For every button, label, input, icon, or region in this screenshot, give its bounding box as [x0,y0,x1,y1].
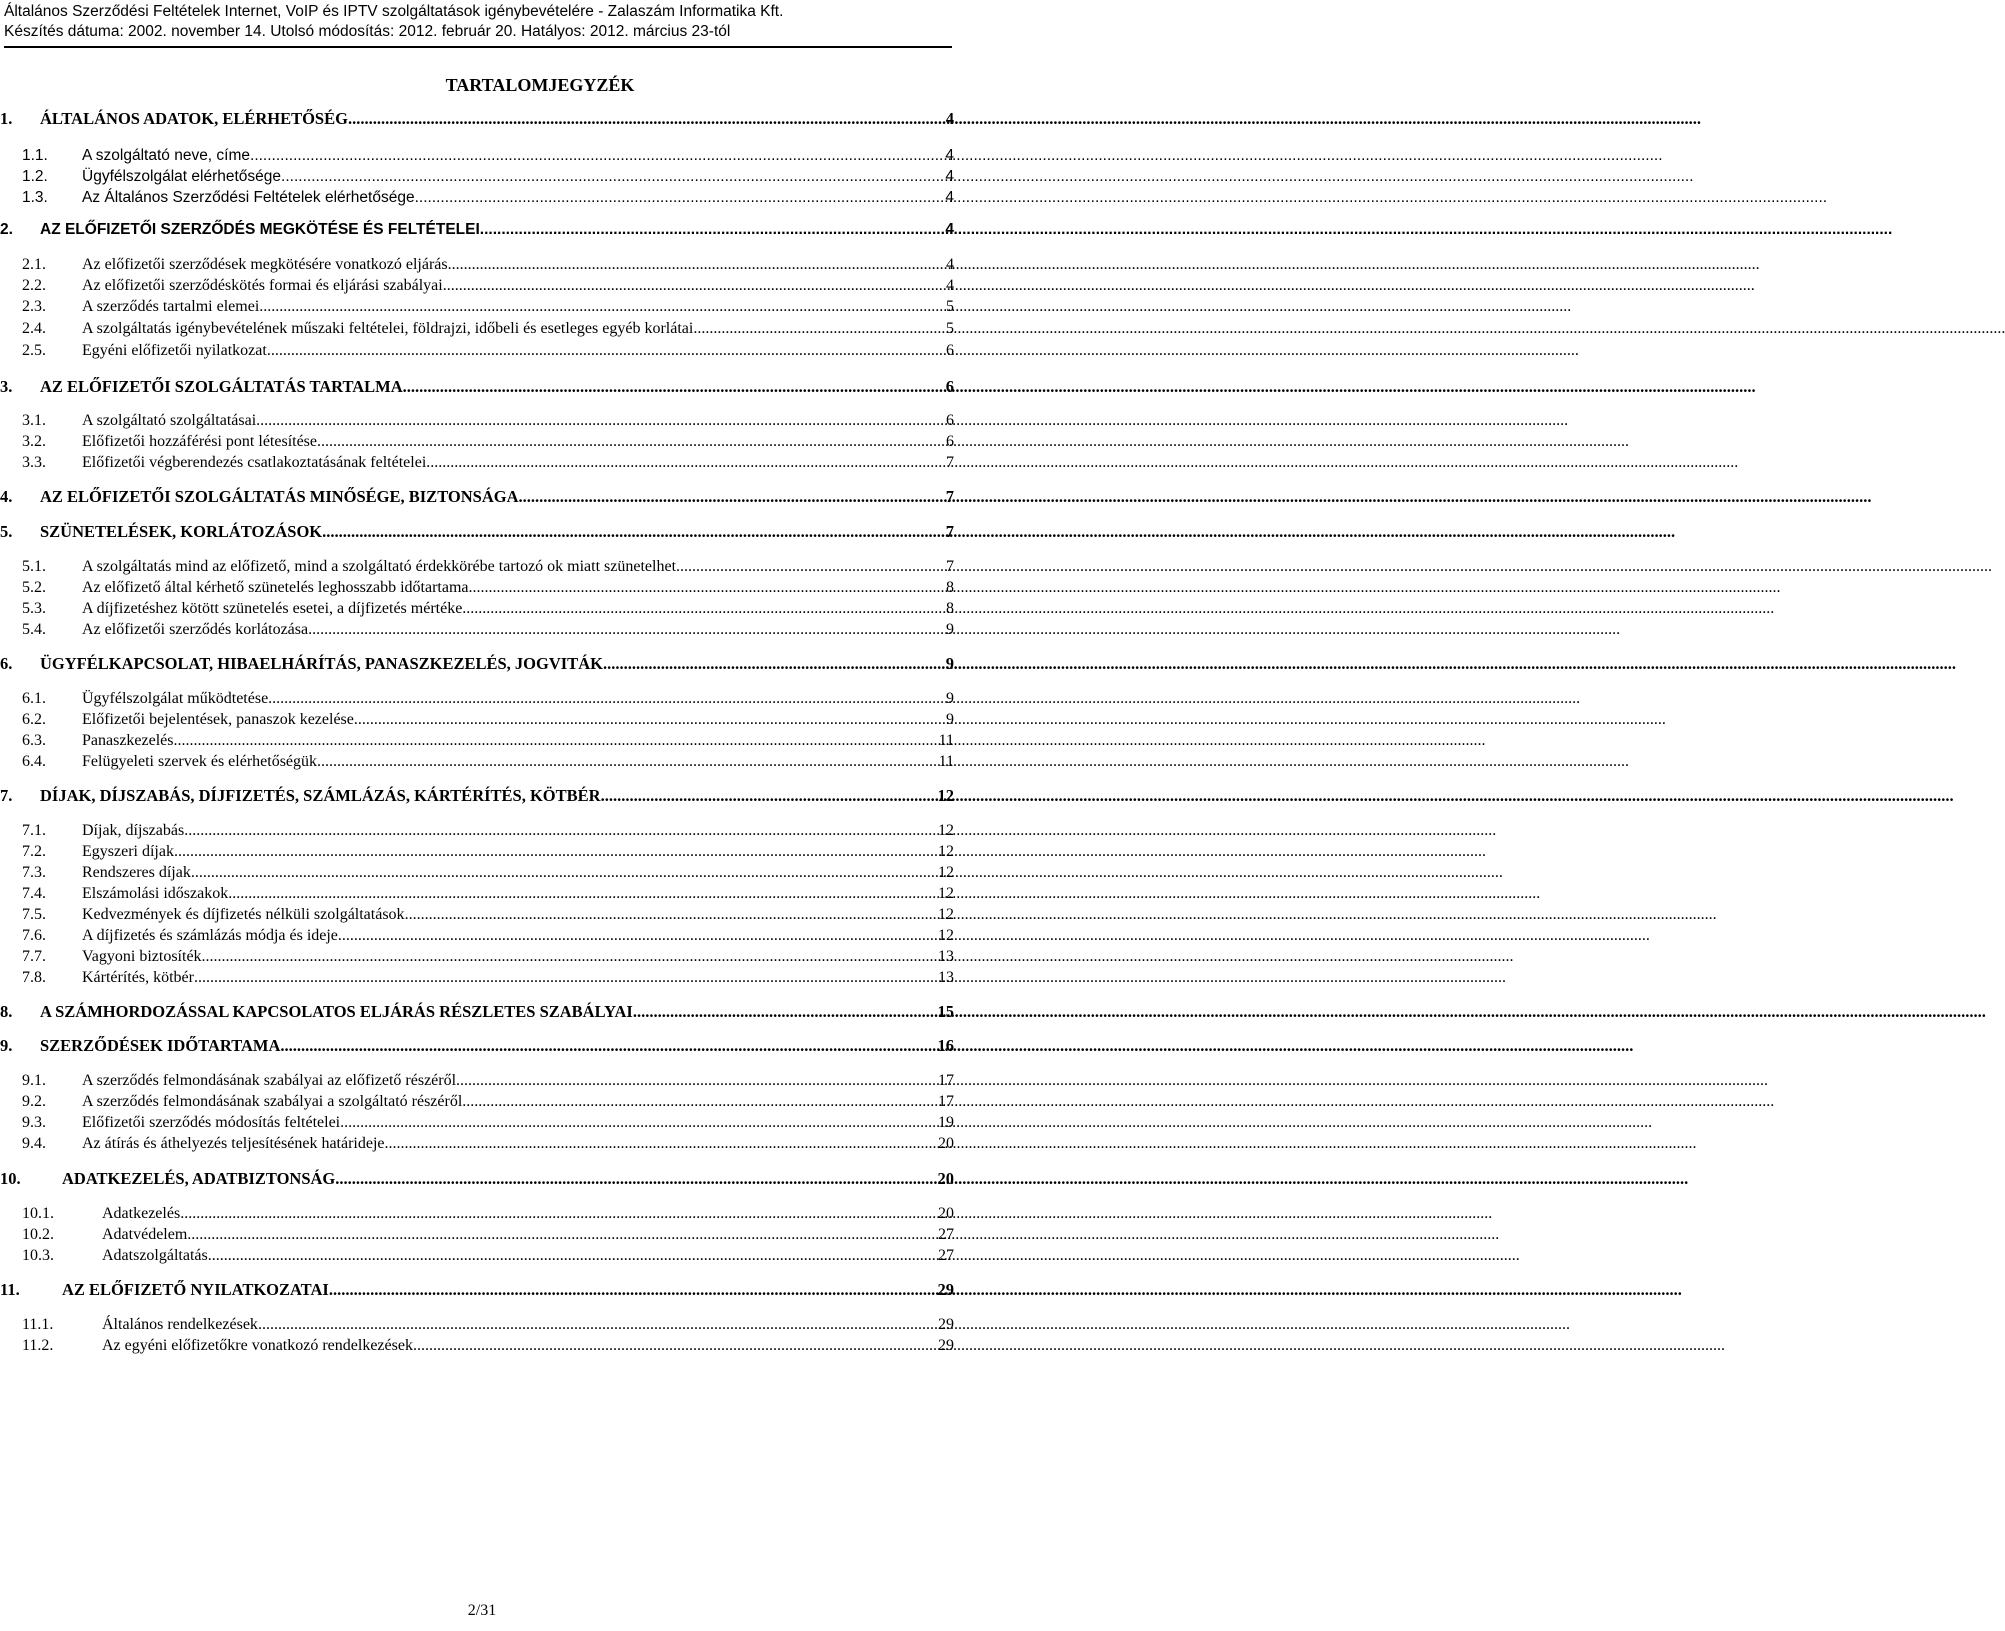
toc-entry-title: Rendszeres díjak [82,864,191,881]
toc-dot-leader [462,598,944,620]
toc-section-entry[interactable] [22,296,954,318]
toc-section-entry[interactable] [22,1133,954,1155]
toc-section-entry[interactable] [22,1203,954,1225]
toc-entry-title: AZ ELŐFIZETŐI SZOLGÁLTATÁS MINŐSÉGE, BIZTONSÁGA [40,487,519,506]
toc-entry-page: 20 [938,1135,954,1152]
toc-entry-page: 9 [946,711,954,728]
toc-entry-number: 1.2. [22,168,48,185]
toc-entry-page: 4 [946,256,954,273]
toc-entry-title: ADATKEZELÉS, ADATBIZTONSÁG [62,1169,336,1188]
toc-dot-leader [354,709,944,731]
toc-entry-title: A szerződés felmondásának szabályai a szolgáltató részéről [82,1093,463,1110]
toc-entry-number: 11. [0,1280,20,1299]
toc-entry-page: 12 [937,786,954,805]
toc-entry-title: ÁLTALÁNOS ADATOK, ELÉRHETŐSÉG [40,109,348,128]
toc-section-entry[interactable] [22,166,954,188]
toc-entry-title: A szerződés tartalmi elemei [82,298,260,315]
toc-chapter-entry[interactable] [0,1279,954,1301]
toc-section-entry[interactable] [22,340,954,362]
toc-entry-number: 8. [0,1002,13,1021]
toc-dot-leader [329,1279,936,1301]
toc-section-entry[interactable] [22,1070,954,1092]
toc-section-entry[interactable] [22,709,954,731]
toc-section-entry[interactable] [22,820,954,842]
toc-section-entry[interactable] [22,1091,954,1113]
toc-entry-page: 9 [945,654,954,673]
toc-section-entry[interactable] [22,1112,954,1134]
toc-entry-number: 5. [0,522,13,541]
toc-entry-title: Panaszkezelés [82,732,174,749]
toc-entry-page: 9 [946,690,954,707]
toc-dot-leader [194,967,936,989]
toc-entry-number: 7.6. [22,927,46,944]
toc-section-entry[interactable] [22,1314,954,1336]
header-dates-line: Készítés dátuma: 2002. november 14. Utolsó módosítás: 2012. február 20. Hatályos: 2012. március 23-tól [4,23,731,40]
toc-entry-title: ÜGYFÉLKAPCSOLAT, HIBAELHÁRÍTÁS, PANASZKEZELÉS, JOGVITÁK [40,654,603,673]
toc-entry-number: 1. [0,109,13,128]
toc-dot-leader [280,1035,935,1057]
toc-entry-page: 4 [945,189,954,206]
toc-section-entry[interactable] [22,967,954,989]
toc-entry-number: 7.8. [22,969,46,986]
toc-dot-leader [208,1245,936,1267]
toc-dot-leader [202,946,936,968]
toc-dot-leader [693,318,944,340]
toc-entry-title: Egyszeri díjak [82,843,174,860]
toc-section-entry[interactable] [22,1245,954,1267]
toc-entry-title: Egyéni előfizetői nyilatkozat [82,342,267,359]
toc-section-entry[interactable] [22,275,954,297]
toc-entry-number: 10.2. [22,1226,54,1243]
toc-entry-number: 2.4. [22,320,46,337]
toc-section-entry[interactable] [22,598,954,620]
toc-entry-number: 9.2. [22,1093,46,1110]
toc-entry-title: A szolgáltató szolgáltatásai [82,412,257,429]
toc-entry-title: Előfizetői bejelentések, panaszok kezelése [82,711,354,728]
toc-entry-number: 7.4. [22,885,46,902]
toc-entry-page: 7 [945,487,954,506]
toc-dot-leader [338,925,936,947]
toc-entry-page: 13 [938,969,954,986]
toc-entry-number: 7.7. [22,948,46,965]
toc-entry-page: 4 [945,168,954,185]
toc-section-entry[interactable] [22,751,954,773]
toc-section-entry[interactable] [22,925,954,947]
toc-entry-number: 7.1. [22,822,46,839]
toc-entry-title: Az átírás és áthelyezés teljesítésének határideje [82,1135,385,1152]
toc-dot-leader [413,1335,936,1357]
toc-entry-number: 6.2. [22,711,46,728]
toc-dot-leader [259,296,944,318]
toc-entry-number: 9.3. [22,1114,46,1131]
toc-entry-page: 6 [946,433,954,450]
toc-entry-number: 7.5. [22,906,46,923]
toc-dot-leader [415,187,944,209]
toc-entry-title: A SZÁMHORDOZÁSSAL KAPCSOLATOS ELJÁRÁS RÉSZLETES SZABÁLYAI [40,1002,633,1021]
toc-entry-page: 6 [945,377,954,396]
toc-entry-title: A díjfizetés és számlázás módja és ideje [82,927,338,944]
toc-entry-number: 5.2. [22,579,46,596]
toc-entry-number: 4. [0,487,13,506]
toc-dot-leader [448,254,944,276]
toc-dot-leader [267,340,944,362]
toc-entry-page: 9 [946,621,954,638]
toc-entry-page: 12 [938,906,954,923]
toc-entry-title: Kártérítés, kötbér [82,969,194,986]
toc-chapter-entry[interactable] [0,1035,954,1057]
toc-chapter-entry[interactable] [0,219,954,241]
toc-chapter-entry[interactable] [0,486,954,508]
toc-entry-number: 6.1. [22,690,46,707]
toc-section-entry[interactable] [22,145,954,167]
toc-section-entry[interactable] [22,254,954,276]
toc-dot-leader [480,219,944,241]
toc-entry-number: 9.4. [22,1135,46,1152]
toc-entry-page: 12 [938,927,954,944]
toc-dot-leader [317,431,944,453]
toc-entry-title: Adatszolgáltatás [102,1247,208,1264]
toc-entry-page: 12 [938,843,954,860]
toc-entry-page: 29 [938,1337,954,1354]
toc-entry-title: A szerződés felmondásának szabályai az előfizető részéről [82,1072,457,1089]
toc-entry-page: 27 [938,1247,954,1264]
toc-entry-title: Az előfizetői szerződéskötés formai és eljárási szabályai [82,277,443,294]
toc-entry-number: 2.3. [22,298,46,315]
toc-entry-number: 2.5. [22,342,46,359]
table-of-contents [0,0,960,1631]
toc-entry-page: 12 [938,864,954,881]
toc-entry-page: 7 [946,454,954,471]
toc-entry-page: 6 [946,342,954,359]
toc-entry-title: Ügyfélszolgálat elérhetősége [82,168,282,185]
toc-dot-leader [426,452,944,474]
toc-entry-title: A szolgáltató neve, címe [82,147,251,164]
toc-chapter-entry[interactable] [0,521,954,543]
toc-entry-page: 17 [938,1072,954,1089]
toc-entry-title: Az előfizető által kérhető szünetelés leghosszabb időtartama [82,579,469,596]
toc-entry-number: 2. [0,221,13,238]
toc-dot-leader [250,145,943,167]
toc-section-entry[interactable] [22,688,954,710]
toc-dot-leader [348,108,944,130]
toc-section-entry[interactable] [22,431,954,453]
toc-dot-leader [184,820,936,842]
toc-section-entry[interactable] [22,862,954,884]
toc-entry-title: AZ ELŐFIZETŐI SZERZŐDÉS MEGKÖTÉSE ÉS FELTÉTELEI [40,221,480,238]
toc-entry-page: 4 [945,147,954,164]
toc-entry-number: 6.4. [22,753,46,770]
toc-entry-title: Ügyfélszolgálat működtetése [82,690,269,707]
toc-entry-title: Díjak, díjszabás [82,822,185,839]
toc-entry-number: 5.1. [22,558,46,575]
toc-entry-number: 5.3. [22,600,46,617]
toc-entry-title: Általános rendelkezések [102,1316,258,1333]
toc-entry-page: 8 [946,579,954,596]
toc-entry-title: Előfizetői hozzáférési pont létesítése [82,433,318,450]
toc-entry-number: 9. [0,1036,13,1055]
toc-section-entry[interactable] [22,410,954,432]
toc-entry-page: 8 [946,600,954,617]
toc-entry-number: 10. [0,1169,21,1188]
toc-dot-leader [403,376,944,398]
toc-section-entry[interactable] [22,883,954,905]
toc-entry-title: Kedvezmények és díjfizetés nélküli szolgáltatások [82,906,405,923]
toc-entry-page: 7 [945,522,954,541]
toc-entry-title: Adatvédelem [102,1226,188,1243]
toc-entry-number: 6.3. [22,732,46,749]
toc-section-entry[interactable] [22,556,954,578]
toc-entry-number: 3.1. [22,412,46,429]
toc-entry-page: 7 [946,558,954,575]
toc-entry-page: 4 [946,277,954,294]
toc-section-entry[interactable] [22,577,954,599]
toc-entry-page: 19 [938,1114,954,1131]
toc-entry-title: Előfizetői szerződés módosítás feltételei [82,1114,341,1131]
toc-dot-leader [443,275,944,297]
toc-entry-number: 6. [0,654,13,673]
toc-section-entry[interactable] [22,904,954,926]
toc-dot-leader [191,862,936,884]
toc-entry-page: 13 [938,948,954,965]
toc-dot-leader [256,410,944,432]
toc-entry-title: Adatkezelés [102,1205,181,1222]
toc-entry-title: Elszámolási időszakok [82,885,229,902]
toc-chapter-entry[interactable] [0,108,954,130]
toc-entry-number: 3.3. [22,454,46,471]
toc-entry-page: 16 [937,1036,954,1055]
toc-entry-page: 20 [938,1205,954,1222]
toc-entry-number: 10.1. [22,1205,54,1222]
toc-entry-number: 1.1. [22,147,48,164]
toc-dot-leader [268,688,944,710]
toc-entry-number: 11.2. [22,1337,54,1354]
toc-section-entry[interactable] [22,946,954,968]
toc-dot-leader [469,577,944,599]
toc-chapter-entry[interactable] [0,785,954,807]
toc-entry-page: 5 [946,298,954,315]
toc-dot-leader [322,521,944,543]
toc-entry-title: AZ ELŐFIZETŐI SZOLGÁLTATÁS TARTALMA [40,377,403,396]
toc-entry-title: A szolgáltatás mind az előfizető, mind a szolgáltató érdekkörébe tartozó ok miatt szünetelhet. [82,558,681,575]
toc-entry-title: Az előfizetői szerződés korlátozása [82,621,309,638]
toc-chapter-entry[interactable] [0,376,954,398]
toc-entry-page: 12 [938,822,954,839]
toc-entry-page: 29 [938,1316,954,1333]
toc-entry-page: 5 [946,320,954,337]
toc-section-entry[interactable] [22,187,954,209]
toc-dot-leader [281,166,943,188]
toc-section-entry[interactable] [22,1224,954,1246]
toc-dot-leader [308,619,944,641]
toc-dot-leader [174,730,937,752]
toc-dot-leader [174,841,936,863]
toc-entry-page: 27 [938,1226,954,1243]
toc-entry-title: DÍJAK, DÍJSZABÁS, DÍJFIZETÉS, SZÁMLÁZÁS, KÁRTÉRÍTÉS, KÖTBÉR [40,786,601,805]
toc-entry-number: 3.2. [22,433,46,450]
toc-entry-title: Előfizetői végberendezés csatlakoztatásának feltételei [82,454,427,471]
toc-dot-leader [228,883,936,905]
toc-entry-page: 11 [938,753,954,770]
toc-entry-page: 29 [937,1280,954,1299]
toc-entry-title: Az Általános Szerződési Feltételek elérhetősége [82,189,415,206]
toc-entry-title: SZÜNETELÉSEK, KORLÁTOZÁSOK [40,522,323,541]
toc-dot-leader [633,1001,936,1023]
toc-dot-leader [385,1133,936,1155]
toc-entry-number: 9.1. [22,1072,46,1089]
toc-dot-leader [680,556,944,578]
toc-entry-number: 2.1. [22,256,46,273]
toc-title: TARTALOMJEGYZÉK [445,75,635,95]
toc-entry-title: AZ ELŐFIZETŐ NYILATKOZATAI [62,1280,329,1299]
toc-entry-number: 3. [0,377,13,396]
toc-entry-title: Az előfizetői szerződések megkötésére vonatkozó eljárás [82,256,448,273]
toc-chapter-entry[interactable] [0,1168,954,1190]
toc-entry-page: 20 [937,1169,954,1188]
toc-entry-number: 7.3. [22,864,46,881]
toc-entry-title: Az egyéni előfizetőkre vonatkozó rendelkezések [102,1337,413,1354]
toc-section-entry[interactable] [22,452,954,474]
toc-entry-title: A szolgáltatás igénybevételének műszaki feltételei, földrajzi, időbeli és esetleges egyéb korlátai [82,320,694,337]
toc-entry-title: SZERZŐDÉSEK IDŐTARTAMA [40,1036,281,1055]
toc-section-entry[interactable] [22,730,954,752]
toc-entry-page: 4 [945,109,954,128]
toc-dot-leader [335,1168,935,1190]
toc-dot-leader [340,1112,936,1134]
toc-dot-leader [180,1203,936,1225]
toc-entry-title: Felügyeleti szervek és elérhetőségük [82,753,318,770]
toc-entry-number: 7. [0,786,13,805]
toc-dot-leader [603,653,944,675]
toc-section-entry[interactable] [22,1335,954,1357]
toc-entry-page: 11 [938,732,954,749]
page-number: 2/31 [467,1602,497,1619]
toc-dot-leader [462,1091,936,1113]
toc-chapter-entry[interactable] [0,653,954,675]
toc-entry-page: 12 [938,885,954,902]
toc-dot-leader [187,1224,936,1246]
toc-entry-number: 5.4. [22,621,46,638]
header-title-line: Általános Szerződési Feltételek Internet, VoIP és IPTV szolgáltatások igénybevételére - Zalaszám Informatika Kft. [4,3,784,20]
toc-entry-title: Vagyoni biztosíték [82,948,202,965]
toc-entry-number: 2.2. [22,277,46,294]
toc-dot-leader [456,1070,936,1092]
toc-entry-number: 7.2. [22,843,46,860]
toc-entry-title: A díjfizetéshez kötött szünetelés esetei, a díjfizetés mértéke [82,600,463,617]
toc-entry-page: 15 [937,1002,954,1021]
toc-entry-number: 1.3. [22,189,48,206]
toc-entry-page: 4 [945,221,954,238]
toc-dot-leader [317,751,937,773]
toc-dot-leader [519,486,944,508]
toc-dot-leader [601,785,936,807]
toc-section-entry[interactable] [22,619,954,641]
toc-entry-number: 11.1. [22,1316,54,1333]
toc-entry-page: 6 [946,412,954,429]
toc-section-entry[interactable] [22,318,954,340]
toc-entry-number: 10.3. [22,1247,54,1264]
toc-section-entry[interactable] [22,841,954,863]
toc-dot-leader [258,1314,936,1336]
toc-dot-leader [405,904,936,926]
toc-entry-page: 17 [938,1093,954,1110]
toc-chapter-entry[interactable] [0,1001,954,1023]
